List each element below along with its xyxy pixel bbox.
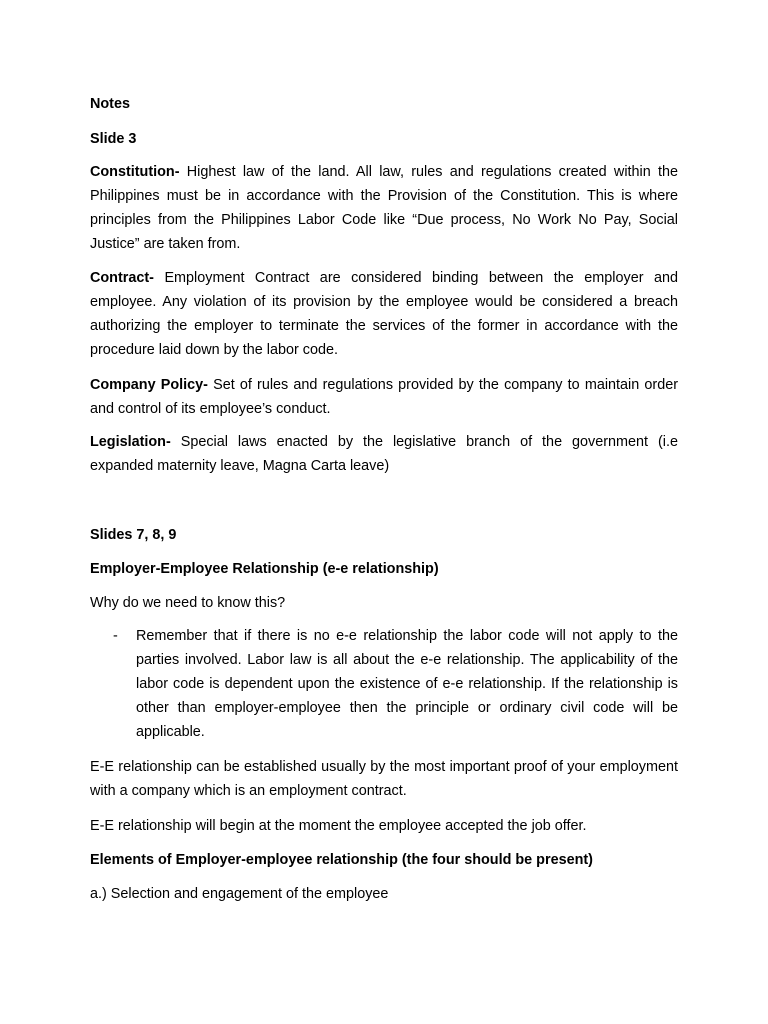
definition-term: Company Policy- xyxy=(90,377,208,393)
bullet-text: Remember that if there is no e-e relationship the labor code will not apply to the parties involved. Labor law is all about the e-e relationship. The applicability of the labor code is dependent upon the existence of e-e relationship. If the relationship is other than employer-employee then the principle or ordinary civil code will be applicable. xyxy=(136,628,678,740)
slides789-heading: Slides 7, 8, 9 xyxy=(90,527,177,543)
definition-contract xyxy=(90,266,678,362)
element-a: a.) Selection and engagement of the employee xyxy=(90,886,389,902)
elements-heading: Elements of Employer-employee relationship (the four should be present) xyxy=(90,852,593,868)
notes-heading: Notes xyxy=(90,96,130,112)
definition-text: Employment Contract are considered binding between the employer and employee. Any violation of its provision by the employee would be considered a breach authorizing the employer to terminate the services of the former in accordance with the procedure laid down by the labor code. xyxy=(90,270,678,358)
why-question: Why do we need to know this? xyxy=(90,595,286,611)
definition-constitution xyxy=(90,160,678,256)
definition-text: Set of rules and regulations provided by the company to maintain order and control of its employee’s conduct. xyxy=(90,377,679,417)
definition-company-policy xyxy=(90,373,678,421)
definition-term: Legislation- xyxy=(90,434,171,450)
definition-text: Special laws enacted by the legislative branch of the government (i.e expanded maternity leave, Magna Carta leave) xyxy=(90,434,678,474)
ee-established-paragraph: E-E relationship can be established usually by the most important proof of your employment with a company which is an employment contract. xyxy=(90,759,678,799)
slide3-heading: Slide 3 xyxy=(90,131,137,147)
definition-term: Constitution- xyxy=(90,164,180,180)
definition-legislation xyxy=(90,430,678,478)
bullet-dash: - xyxy=(113,628,118,644)
ee-begin-paragraph: E-E relationship will begin at the moment the employee accepted the job offer. xyxy=(90,818,587,834)
ee-relationship-heading: Employer-Employee Relationship (e-e relationship) xyxy=(90,561,439,577)
definition-text: Highest law of the land. All law, rules and regulations created within the Philippines must be in accordance with the Provision of the Constitution. This is where principles from the Philippines Labor Code like “Due process, No Work No Pay, Social Justice” are taken from. xyxy=(90,164,678,252)
definition-term: Contract- xyxy=(90,270,154,286)
